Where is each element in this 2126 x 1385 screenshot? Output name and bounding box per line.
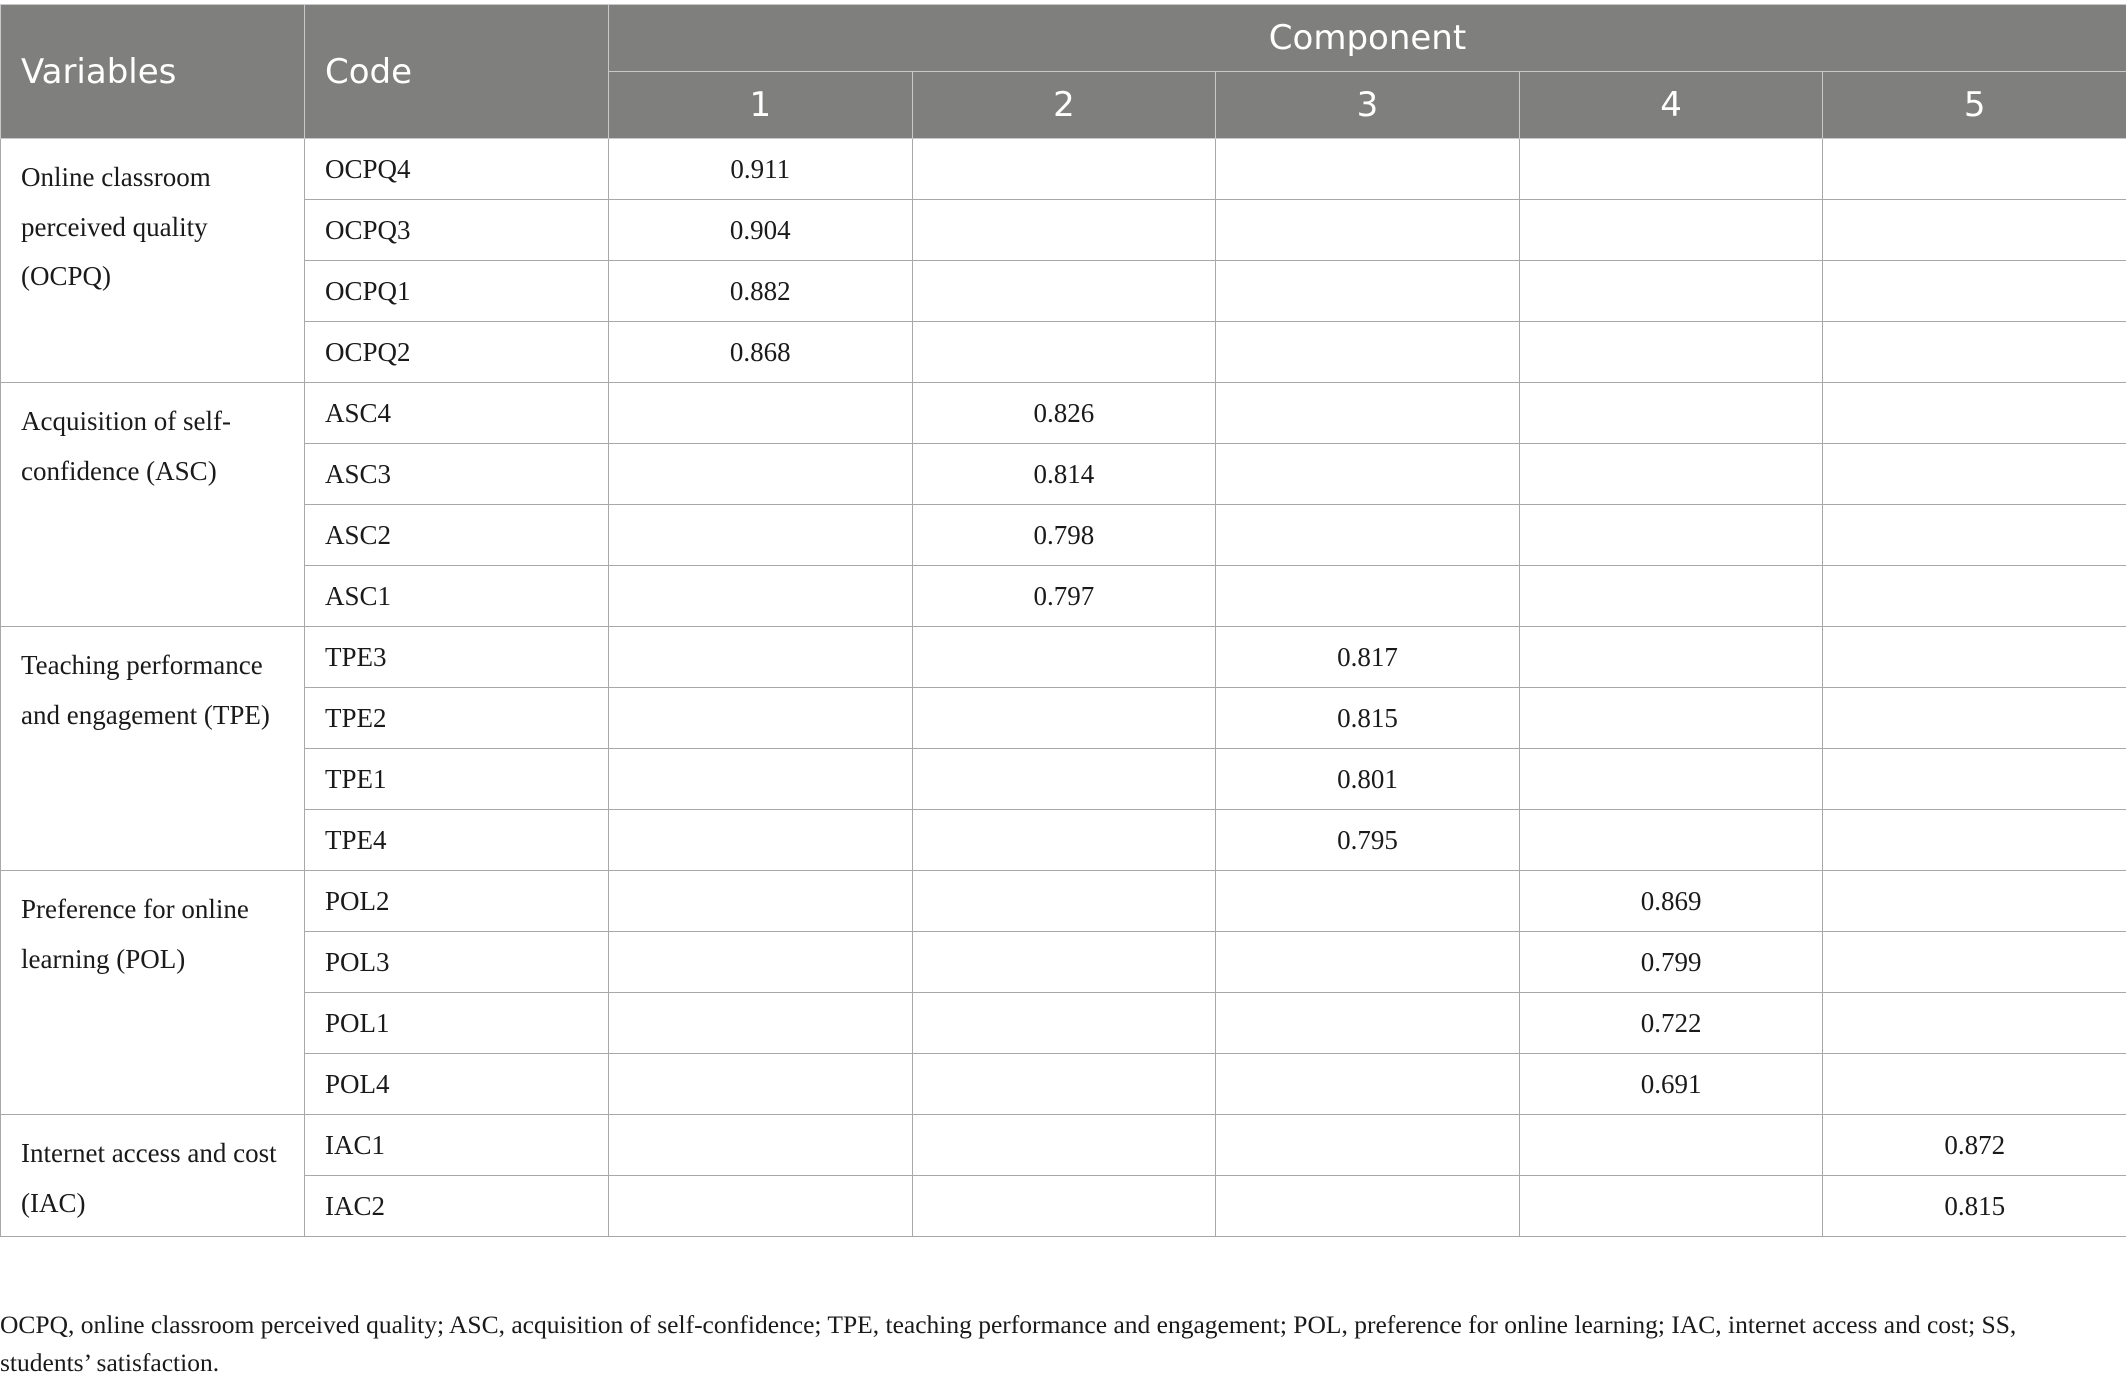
loading-value-cell <box>609 383 913 444</box>
loading-value-cell <box>1519 261 1823 322</box>
table-row <box>1 749 2126 810</box>
loading-value-cell: 0.868 <box>609 322 913 383</box>
component-header: Component <box>609 5 2126 72</box>
loading-value-cell <box>1823 383 2126 444</box>
variable-cell: Online classroom perceived quality (OCPQ) <box>1 139 305 383</box>
table-row <box>1 1054 2126 1115</box>
loading-value-cell <box>1519 627 1823 688</box>
table-row <box>1 932 2126 993</box>
code-cell: OCPQ4 <box>305 139 609 200</box>
loading-value-cell <box>1216 1054 1520 1115</box>
loading-value-cell <box>1519 444 1823 505</box>
table-footnote: OCPQ, online classroom perceived quality; ASC, acquisition of self-confidence; TPE, teaching performance and engagement; POL, preference for online learning; IAC, internet access and cost; SS, students’ satisfaction. <box>0 1310 2017 1377</box>
loading-value-cell: 0.872 <box>1823 1115 2126 1176</box>
variable-cell: Acquisition of self-confidence (ASC) <box>1 383 305 627</box>
component-number-header: 4 <box>1519 72 1823 139</box>
table-row <box>1 627 2126 688</box>
code-cell: TPE4 <box>305 810 609 871</box>
loading-value-cell: 0.911 <box>609 139 913 200</box>
loading-value-cell <box>1216 383 1520 444</box>
header-row-top <box>1 5 2126 72</box>
code-cell: OCPQ2 <box>305 322 609 383</box>
loading-value-cell <box>1823 993 2126 1054</box>
table-row <box>1 322 2126 383</box>
loading-value-cell <box>609 1115 913 1176</box>
loading-value-cell <box>1216 505 1520 566</box>
loading-value-cell <box>1519 810 1823 871</box>
component-number-header: 2 <box>912 72 1216 139</box>
loading-value-cell <box>912 139 1216 200</box>
loading-value-cell <box>1823 627 2126 688</box>
loading-value-cell <box>1823 200 2126 261</box>
table-row <box>1 993 2126 1054</box>
loading-value-cell: 0.869 <box>1519 871 1823 932</box>
table-row <box>1 200 2126 261</box>
loading-value-cell: 0.798 <box>912 505 1216 566</box>
loading-value-cell <box>609 627 913 688</box>
loading-value-cell <box>1519 322 1823 383</box>
table-row <box>1 383 2126 444</box>
loading-value-cell <box>1823 261 2126 322</box>
loading-value-cell <box>912 261 1216 322</box>
code-header: Code <box>305 5 609 139</box>
loading-value-cell <box>1823 932 2126 993</box>
loading-value-cell <box>1216 322 1520 383</box>
loading-value-cell <box>912 1115 1216 1176</box>
code-cell: TPE3 <box>305 627 609 688</box>
loading-value-cell <box>1823 566 2126 627</box>
code-cell: POL1 <box>305 993 609 1054</box>
loading-value-cell <box>1823 505 2126 566</box>
component-number-header: 1 <box>609 72 913 139</box>
loading-value-cell <box>1216 200 1520 261</box>
table-row <box>1 139 2126 200</box>
loading-value-cell <box>912 871 1216 932</box>
component-number-header: 3 <box>1216 72 1520 139</box>
loading-value-cell: 0.691 <box>1519 1054 1823 1115</box>
loading-value-cell <box>912 1054 1216 1115</box>
code-cell: TPE1 <box>305 749 609 810</box>
table-header <box>1 5 2126 139</box>
loading-value-cell <box>1216 993 1520 1054</box>
table-row <box>1 1115 2126 1176</box>
table-row <box>1 261 2126 322</box>
loading-value-cell: 0.826 <box>912 383 1216 444</box>
loading-value-cell: 0.799 <box>1519 932 1823 993</box>
loading-value-cell: 0.817 <box>1216 627 1520 688</box>
loading-value-cell <box>1519 688 1823 749</box>
loading-value-cell <box>1216 139 1520 200</box>
code-cell: OCPQ1 <box>305 261 609 322</box>
loading-value-cell <box>1823 688 2126 749</box>
variable-cell: Teaching performance and engagement (TPE) <box>1 627 305 871</box>
loading-value-cell <box>912 993 1216 1054</box>
loading-value-cell <box>912 1176 1216 1237</box>
loading-value-cell <box>1823 871 2126 932</box>
code-cell: POL4 <box>305 1054 609 1115</box>
table-row <box>1 688 2126 749</box>
loading-value-cell: 0.815 <box>1216 688 1520 749</box>
code-cell: ASC3 <box>305 444 609 505</box>
loading-value-cell <box>609 1054 913 1115</box>
loading-value-cell: 0.722 <box>1519 993 1823 1054</box>
factor-loadings-table <box>0 4 2126 1237</box>
loading-value-cell: 0.797 <box>912 566 1216 627</box>
loading-value-cell <box>912 749 1216 810</box>
loading-value-cell <box>1216 444 1520 505</box>
loading-value-cell <box>609 444 913 505</box>
loading-value-cell: 0.795 <box>1216 810 1520 871</box>
loading-value-cell <box>1519 383 1823 444</box>
loading-value-cell <box>912 688 1216 749</box>
loading-value-cell <box>1823 1054 2126 1115</box>
loading-value-cell <box>1216 1115 1520 1176</box>
loading-value-cell <box>1216 1176 1520 1237</box>
loading-value-cell <box>1519 1176 1823 1237</box>
loading-value-cell <box>1216 871 1520 932</box>
loading-value-cell: 0.815 <box>1823 1176 2126 1237</box>
table-row <box>1 810 2126 871</box>
loading-value-cell <box>912 810 1216 871</box>
code-cell: ASC1 <box>305 566 609 627</box>
table-body <box>1 139 2126 1237</box>
loading-value-cell <box>1519 139 1823 200</box>
loading-value-cell <box>609 810 913 871</box>
loading-value-cell <box>1823 322 2126 383</box>
variable-cell: Internet access and cost (IAC) <box>1 1115 305 1237</box>
loading-value-cell <box>1519 749 1823 810</box>
table-row <box>1 444 2126 505</box>
loading-value-cell: 0.814 <box>912 444 1216 505</box>
loading-value-cell: 0.904 <box>609 200 913 261</box>
loading-value-cell: 0.801 <box>1216 749 1520 810</box>
table-row <box>1 505 2126 566</box>
code-cell: TPE2 <box>305 688 609 749</box>
loading-value-cell <box>609 871 913 932</box>
component-number-header: 5 <box>1823 72 2126 139</box>
loading-value-cell <box>609 749 913 810</box>
loading-value-cell <box>912 627 1216 688</box>
code-cell: OCPQ3 <box>305 200 609 261</box>
code-cell: IAC2 <box>305 1176 609 1237</box>
loading-value-cell <box>912 932 1216 993</box>
loading-value-cell <box>609 932 913 993</box>
loading-value-cell <box>1823 810 2126 871</box>
loading-value-cell <box>1216 932 1520 993</box>
variable-cell: Preference for online learning (POL) <box>1 871 305 1115</box>
code-cell: ASC2 <box>305 505 609 566</box>
loading-value-cell <box>1823 139 2126 200</box>
code-cell: POL3 <box>305 932 609 993</box>
loading-value-cell <box>609 1176 913 1237</box>
loading-value-cell <box>1216 566 1520 627</box>
variables-header: Variables <box>1 5 305 139</box>
code-cell: IAC1 <box>305 1115 609 1176</box>
loading-value-cell <box>1519 200 1823 261</box>
loading-value-cell <box>1823 444 2126 505</box>
table-row <box>1 1176 2126 1237</box>
loading-value-cell <box>912 200 1216 261</box>
loading-value-cell <box>609 993 913 1054</box>
loading-value-cell <box>912 322 1216 383</box>
loading-value-cell <box>609 566 913 627</box>
loading-value-cell <box>1519 1115 1823 1176</box>
table-row <box>1 871 2126 932</box>
loading-value-cell <box>609 505 913 566</box>
loading-value-cell: 0.882 <box>609 261 913 322</box>
factor-loadings-table-container <box>0 4 2126 1237</box>
table-row <box>1 566 2126 627</box>
code-cell: POL2 <box>305 871 609 932</box>
loading-value-cell <box>1519 505 1823 566</box>
loading-value-cell <box>1519 566 1823 627</box>
loading-value-cell <box>1823 749 2126 810</box>
loading-value-cell <box>609 688 913 749</box>
loading-value-cell <box>1216 261 1520 322</box>
code-cell: ASC4 <box>305 383 609 444</box>
